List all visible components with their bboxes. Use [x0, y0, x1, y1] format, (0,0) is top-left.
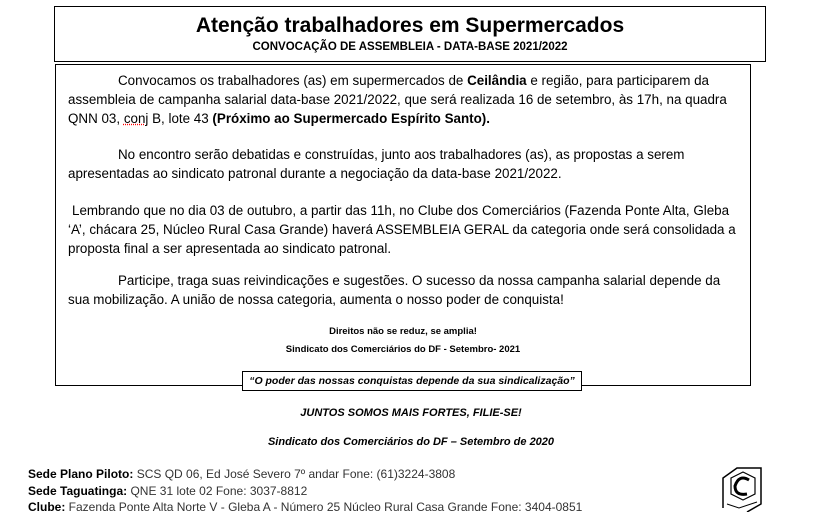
union-logo-icon	[717, 464, 769, 512]
dated-signature: Sindicato dos Comerciários do DF – Setembro de 2020	[267, 436, 555, 448]
text: No encontro serão debatidas e construídas, junto aos trabalhadores (as), as propostas a serem apresentadas ao sindicato patronal durante a negociação da data-base 2021/2022.	[68, 147, 685, 181]
city-name: Ceilândia	[467, 73, 527, 88]
text: SCS QD 06, Ed José Severo 7º andar Fone: (61)3224-3808	[133, 467, 456, 481]
convocation-box	[55, 64, 751, 386]
label: Clube:	[28, 500, 66, 514]
text: e região, para participarem da assembleia de campanha salarial data-base 2021/2022, que será realizada 16 de setembro, às 17h, na quadra QNN 03,	[68, 73, 727, 126]
text: QNE 31 lote 02 Fone: 3037-8812	[127, 483, 308, 498]
text: B, lote 43	[148, 111, 213, 126]
text: Lembrando que no dia 03 de outubro, a partir das 11h, no Clube dos Comerciários (Fazenda Ponte Alta, Gleba ‘A’, chácara 25, Núcleo Rural Casa Grande) haverá ASSEMBLEIA GERAL da categoria onde será consolidada a proposta final a ser apresentada ao sindicato patronal.	[68, 203, 736, 256]
address-plano-piloto	[28, 466, 718, 483]
paragraph-participate	[68, 271, 738, 309]
address-clube	[28, 499, 718, 516]
header-box	[54, 6, 766, 62]
page-title: Atenção trabalhadores em Supermercados	[195, 14, 625, 37]
text: Fazenda Ponte Alta Norte V - Gleba A - Número 25 Núcleo Rural Casa Grande Fone: 3404-0851	[65, 500, 583, 514]
signature-line-2: Sindicato dos Comerciários do DF - Setembro- 2021	[285, 344, 521, 355]
text: Convocamos os trabalhadores (as) em supermercados de	[118, 73, 468, 88]
text: Participe, traga suas reivindicações e sugestões. O sucesso da nossa campanha salarial depende da sua mobilização. A união de nossa categoria, aumenta o nosso poder de conquista!	[68, 273, 721, 307]
label: Sede Plano Piloto:	[28, 467, 134, 481]
quote-box: “O poder das nossas conquistas depende da sua sindicalização”	[242, 371, 582, 391]
address-taguatinga	[28, 483, 718, 500]
text: conj	[123, 111, 149, 126]
location-reference: (Próximo ao Supermercado Espírito Santo).	[212, 111, 490, 126]
page-subtitle: CONVOCAÇÃO DE ASSEMBLEIA - DATA-BASE 2021/2022	[252, 41, 568, 53]
footer-addresses	[28, 466, 718, 516]
signature-line-1: Direitos não se reduz, se amplia!	[329, 326, 477, 337]
slogan: JUNTOS SOMOS MAIS FORTES, FILIE-SE!	[300, 407, 522, 419]
paragraph-debate	[68, 145, 738, 183]
paragraph-general-assembly	[68, 201, 738, 258]
label: Sede Taguatinga:	[28, 483, 128, 498]
paragraph-invitation	[68, 71, 738, 128]
